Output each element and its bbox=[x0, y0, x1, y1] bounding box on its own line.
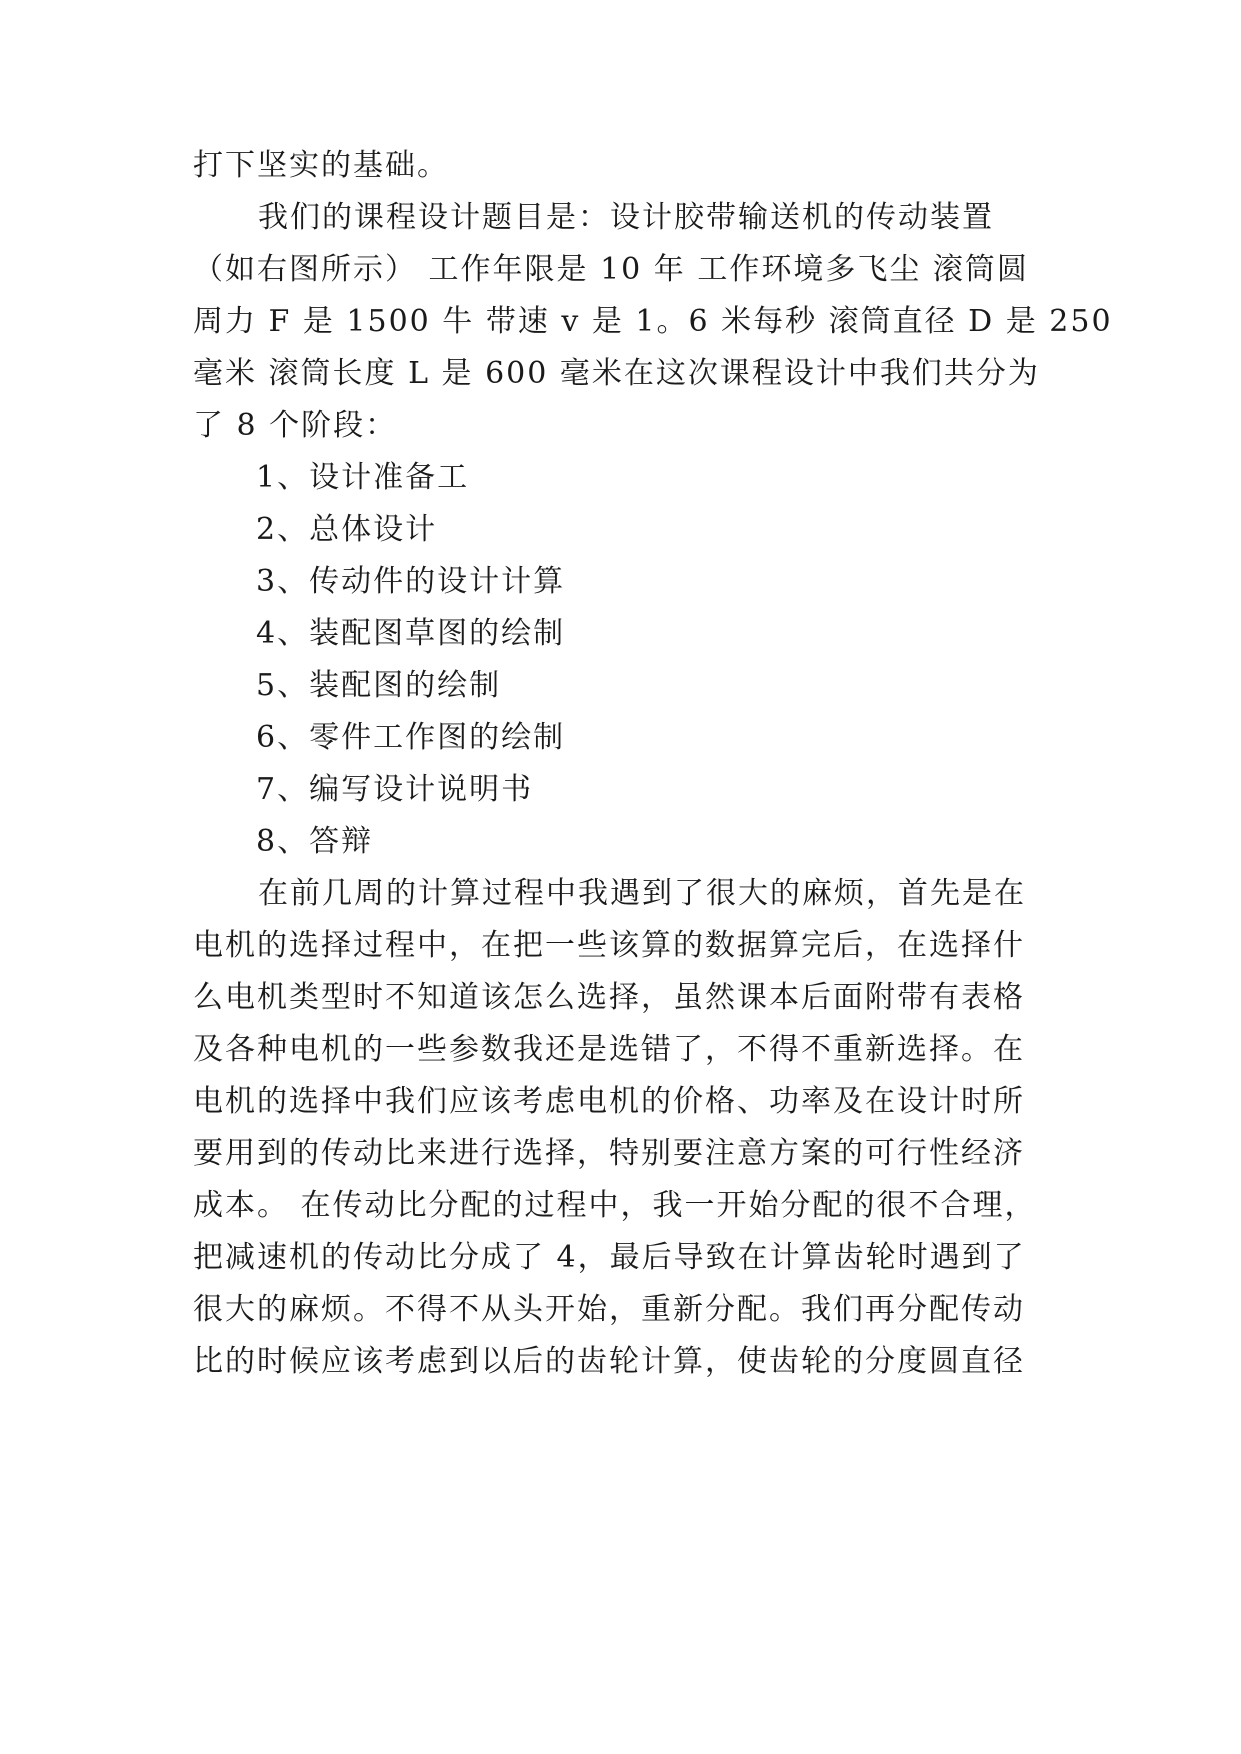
list-item: 5、装配图的绘制 bbox=[256, 668, 502, 703]
text-line: 比的时候应该考虑到以后的齿轮计算，使齿轮的分度圆直径 bbox=[193, 1344, 1025, 1379]
list-item: 6、零件工作图的绘制 bbox=[256, 720, 566, 755]
text-line: 周力 F 是 1500 牛 带速 v 是 1。6 米每秒 滚筒直径 D 是 250 bbox=[193, 304, 1113, 339]
list-item: 2、总体设计 bbox=[256, 512, 438, 547]
text-line: 毫米 滚筒长度 L 是 600 毫米在这次课程设计中我们共分为 bbox=[193, 356, 1040, 391]
text-line: 成本。 在传动比分配的过程中，我一开始分配的很不合理， bbox=[193, 1188, 1037, 1223]
text-line: 打下坚实的基础。 bbox=[193, 148, 449, 183]
list-item: 8、答辩 bbox=[256, 824, 374, 859]
list-item: 3、传动件的设计计算 bbox=[256, 564, 566, 599]
list-item: 1、设计准备工 bbox=[256, 460, 470, 495]
text-line: 电机的选择过程中，在把一些该算的数据算完后，在选择什 bbox=[193, 928, 1025, 963]
list-item: 7、编写设计说明书 bbox=[256, 772, 534, 807]
text-line: 把减速机的传动比分成了 4，最后导致在计算齿轮时遇到了 bbox=[193, 1240, 1026, 1275]
text-line: 在前几周的计算过程中我遇到了很大的麻烦，首先是在 bbox=[258, 876, 1026, 911]
text-line: 要用到的传动比来进行选择，特别要注意方案的可行性经济 bbox=[193, 1136, 1025, 1171]
text-line: 电机的选择中我们应该考虑电机的价格、功率及在设计时所 bbox=[193, 1084, 1025, 1119]
text-line: （如右图所示） 工作年限是 10 年 工作环境多飞尘 滚筒圆 bbox=[193, 252, 1029, 287]
text-line: 及各种电机的一些参数我还是选错了，不得不重新选择。在 bbox=[193, 1032, 1025, 1067]
text-line: 了 8 个阶段： bbox=[193, 408, 398, 443]
list-item: 4、装配图草图的绘制 bbox=[256, 616, 566, 651]
text-line: 很大的麻烦。不得不从头开始，重新分配。我们再分配传动 bbox=[193, 1292, 1025, 1327]
text-line: 我们的课程设计题目是：设计胶带输送机的传动装置 bbox=[258, 200, 994, 235]
text-line: 么电机类型时不知道该怎么选择，虽然课本后面附带有表格 bbox=[193, 980, 1025, 1015]
